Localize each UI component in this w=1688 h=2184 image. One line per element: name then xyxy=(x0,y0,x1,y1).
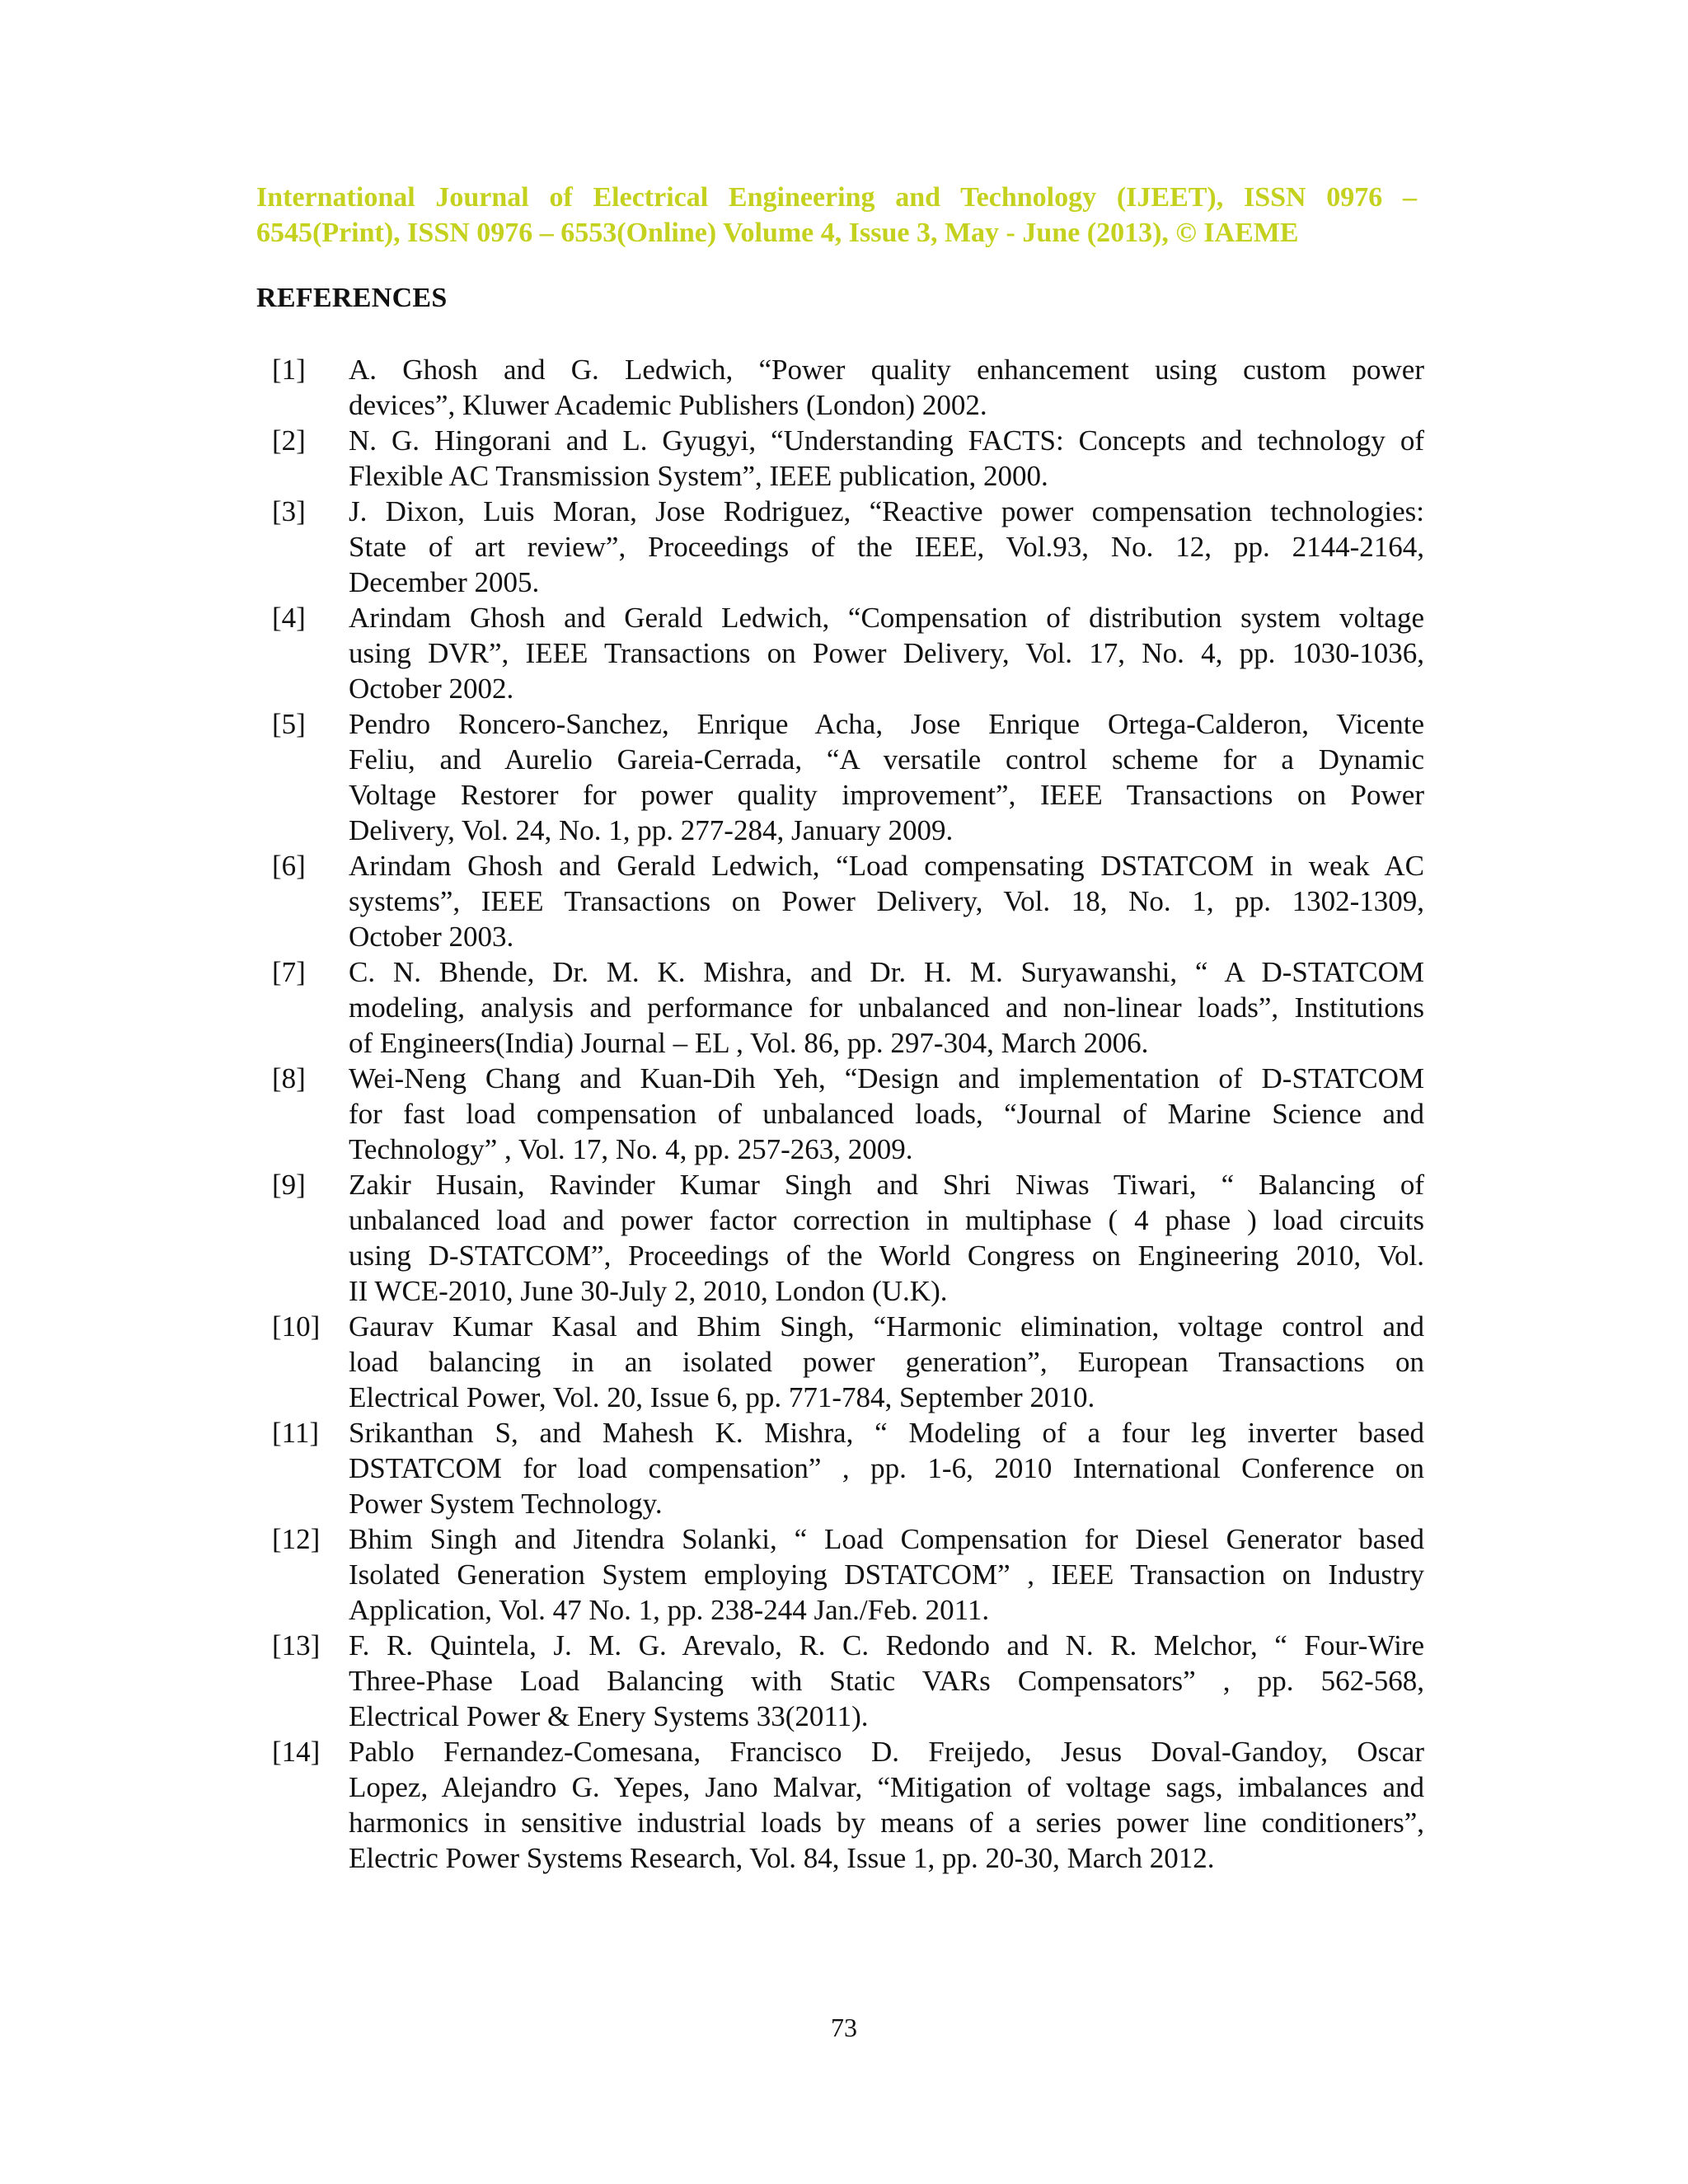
reference-list xyxy=(272,352,1424,1876)
reference-line: systems”, IEEE Transactions on Power Delivery, Vol. 18, No. 1, pp. 1302-1309, xyxy=(349,885,1424,917)
journal-header-line: 6545(Print), ISSN 0976 – 6553(Online) Volume 4, Issue 3, May - June (2013), © IAEME xyxy=(256,218,1299,248)
page-number: 73 xyxy=(831,2013,857,2042)
reference-line: Lopez, Alejandro G. Yepes, Jano Malvar, “Mitigation of voltage sags, imbalances and xyxy=(349,1771,1424,1803)
reference-number: [10] xyxy=(272,1310,321,1343)
reference-line: Arindam Ghosh and Gerald Ledwich, “Load compensating DSTATCOM in weak AC xyxy=(349,850,1424,882)
reference-line: Bhim Singh and Jitendra Solanki, “ Load Compensation for Diesel Generator based xyxy=(349,1523,1424,1555)
reference-line: unbalanced load and power factor correction in multiphase ( 4 phase ) load circuits xyxy=(349,1204,1424,1236)
reference-line: State of art review”, Proceedings of the IEEE, Vol.93, No. 12, pp. 2144-2164, xyxy=(349,531,1424,563)
reference-line: Flexible AC Transmission System”, IEEE publication, 2000. xyxy=(349,460,1048,492)
reference-item xyxy=(272,1309,1424,1415)
reference-line: harmonics in sensitive industrial loads by means of a series power line conditioners”, xyxy=(349,1807,1424,1839)
reference-line: Gaurav Kumar Kasal and Bhim Singh, “Harmonic elimination, voltage control and xyxy=(349,1310,1424,1343)
reference-text xyxy=(349,954,1424,1061)
reference-number: [2] xyxy=(272,424,306,457)
journal-header-line: International Journal of Electrical Engineering and Technology (IJEET), ISSN 0976 – xyxy=(256,182,1417,213)
reference-line: December 2005. xyxy=(349,566,540,598)
reference-line: Electrical Power, Vol. 20, Issue 6, pp. 771-784, September 2010. xyxy=(349,1381,1095,1413)
reference-line: Feliu, and Aurelio Gareia-Cerrada, “A versatile control scheme for a Dynamic xyxy=(349,743,1424,776)
reference-text xyxy=(349,600,1424,706)
reference-text xyxy=(349,494,1424,600)
reference-text xyxy=(349,1734,1424,1876)
reference-text xyxy=(349,1415,1424,1521)
reference-line: Three-Phase Load Balancing with Static VARs Compensators” , pp. 562-568, xyxy=(349,1665,1424,1697)
reference-line: Power System Technology. xyxy=(349,1488,663,1520)
reference-number: [3] xyxy=(272,495,306,527)
reference-line: Pendro Roncero-Sanchez, Enrique Acha, Jose Enrique Ortega-Calderon, Vicente xyxy=(349,708,1424,740)
reference-line: Wei-Neng Chang and Kuan-Dih Yeh, “Design and implementation of D-STATCOM xyxy=(349,1062,1424,1094)
reference-line: Arindam Ghosh and Gerald Ledwich, “Compensation of distribution system voltage xyxy=(349,602,1424,634)
reference-number: [8] xyxy=(272,1062,306,1094)
reference-line: devices”, Kluwer Academic Publishers (London) 2002. xyxy=(349,389,987,421)
reference-line: Isolated Generation System employing DSTATCOM” , IEEE Transaction on Industry xyxy=(349,1558,1424,1591)
reference-text xyxy=(349,1628,1424,1734)
reference-number: [9] xyxy=(272,1169,306,1201)
reference-text xyxy=(349,423,1424,494)
reference-number: [14] xyxy=(272,1736,321,1768)
reference-number: [5] xyxy=(272,708,306,740)
section-title: REFERENCES xyxy=(256,283,448,313)
reference-number: [12] xyxy=(272,1523,321,1555)
reference-text xyxy=(349,706,1424,848)
reference-item xyxy=(272,1415,1424,1521)
reference-line: C. N. Bhende, Dr. M. K. Mishra, and Dr. H. M. Suryawanshi, “ A D-STATCOM xyxy=(349,956,1424,988)
reference-line: Pablo Fernandez-Comesana, Francisco D. Freijedo, Jesus Doval-Gandoy, Oscar xyxy=(349,1736,1424,1768)
reference-item xyxy=(272,1167,1424,1309)
reference-line: DSTATCOM for load compensation” , pp. 1-6, 2010 International Conference on xyxy=(349,1452,1424,1484)
reference-line: Zakir Husain, Ravinder Kumar Singh and Shri Niwas Tiwari, “ Balancing of xyxy=(349,1169,1424,1201)
reference-item xyxy=(272,848,1424,954)
reference-item xyxy=(272,1521,1424,1628)
reference-line: for fast load compensation of unbalanced loads, “Journal of Marine Science and xyxy=(349,1098,1424,1130)
reference-number: [1] xyxy=(272,354,306,386)
reference-line: Technology” , Vol. 17, No. 4, pp. 257-263, 2009. xyxy=(349,1133,913,1165)
reference-item xyxy=(272,1734,1424,1876)
reference-item xyxy=(272,706,1424,848)
journal-header xyxy=(256,180,1417,251)
reference-number: [11] xyxy=(272,1417,320,1449)
reference-line: modeling, analysis and performance for unbalanced and non-linear loads”, Institutions xyxy=(349,991,1424,1024)
reference-line: Voltage Restorer for power quality improvement”, IEEE Transactions on Power xyxy=(349,779,1424,811)
reference-item xyxy=(272,423,1424,494)
reference-text xyxy=(349,848,1424,954)
reference-number: [4] xyxy=(272,602,306,634)
reference-line: using D-STATCOM”, Proceedings of the World Congress on Engineering 2010, Vol. xyxy=(349,1240,1424,1272)
reference-line: Application, Vol. 47 No. 1, pp. 238-244 Jan./Feb. 2011. xyxy=(349,1594,990,1626)
reference-line: N. G. Hingorani and L. Gyugyi, “Understanding FACTS: Concepts and technology of xyxy=(349,424,1424,457)
reference-line: A. Ghosh and G. Ledwich, “Power quality enhancement using custom power xyxy=(349,354,1424,386)
reference-line: October 2003. xyxy=(349,921,514,953)
reference-number: [7] xyxy=(272,956,306,988)
reference-text xyxy=(349,1061,1424,1167)
reference-text xyxy=(349,1309,1424,1415)
reference-text xyxy=(349,352,1424,423)
reference-item xyxy=(272,1628,1424,1734)
reference-line: using DVR”, IEEE Transactions on Power Delivery, Vol. 17, No. 4, pp. 1030-1036, xyxy=(349,637,1424,669)
reference-text xyxy=(349,1521,1424,1628)
reference-line: Electric Power Systems Research, Vol. 84, Issue 1, pp. 20-30, March 2012. xyxy=(349,1842,1215,1874)
reference-line: Delivery, Vol. 24, No. 1, pp. 277-284, January 2009. xyxy=(349,814,954,846)
reference-item xyxy=(272,352,1424,423)
reference-number: [13] xyxy=(272,1629,321,1661)
reference-line: II WCE-2010, June 30-July 2, 2010, London (U.K). xyxy=(349,1275,948,1307)
reference-line: load balancing in an isolated power generation”, European Transactions on xyxy=(349,1346,1424,1378)
reference-line: F. R. Quintela, J. M. G. Arevalo, R. C. Redondo and N. R. Melchor, “ Four-Wire xyxy=(349,1629,1424,1661)
reference-line: of Engineers(India) Journal – EL , Vol. 86, pp. 297-304, March 2006. xyxy=(349,1027,1149,1059)
reference-number: [6] xyxy=(272,850,306,882)
reference-line: Electrical Power & Enery Systems 33(2011). xyxy=(349,1700,869,1732)
reference-line: Srikanthan S, and Mahesh K. Mishra, “ Modeling of a four leg inverter based xyxy=(349,1417,1424,1449)
reference-line: October 2002. xyxy=(349,673,514,705)
reference-item xyxy=(272,1061,1424,1167)
reference-line: J. Dixon, Luis Moran, Jose Rodriguez, “Reactive power compensation technologies: xyxy=(349,495,1424,527)
reference-item xyxy=(272,600,1424,706)
reference-item xyxy=(272,494,1424,600)
reference-text xyxy=(349,1167,1424,1309)
reference-item xyxy=(272,954,1424,1061)
